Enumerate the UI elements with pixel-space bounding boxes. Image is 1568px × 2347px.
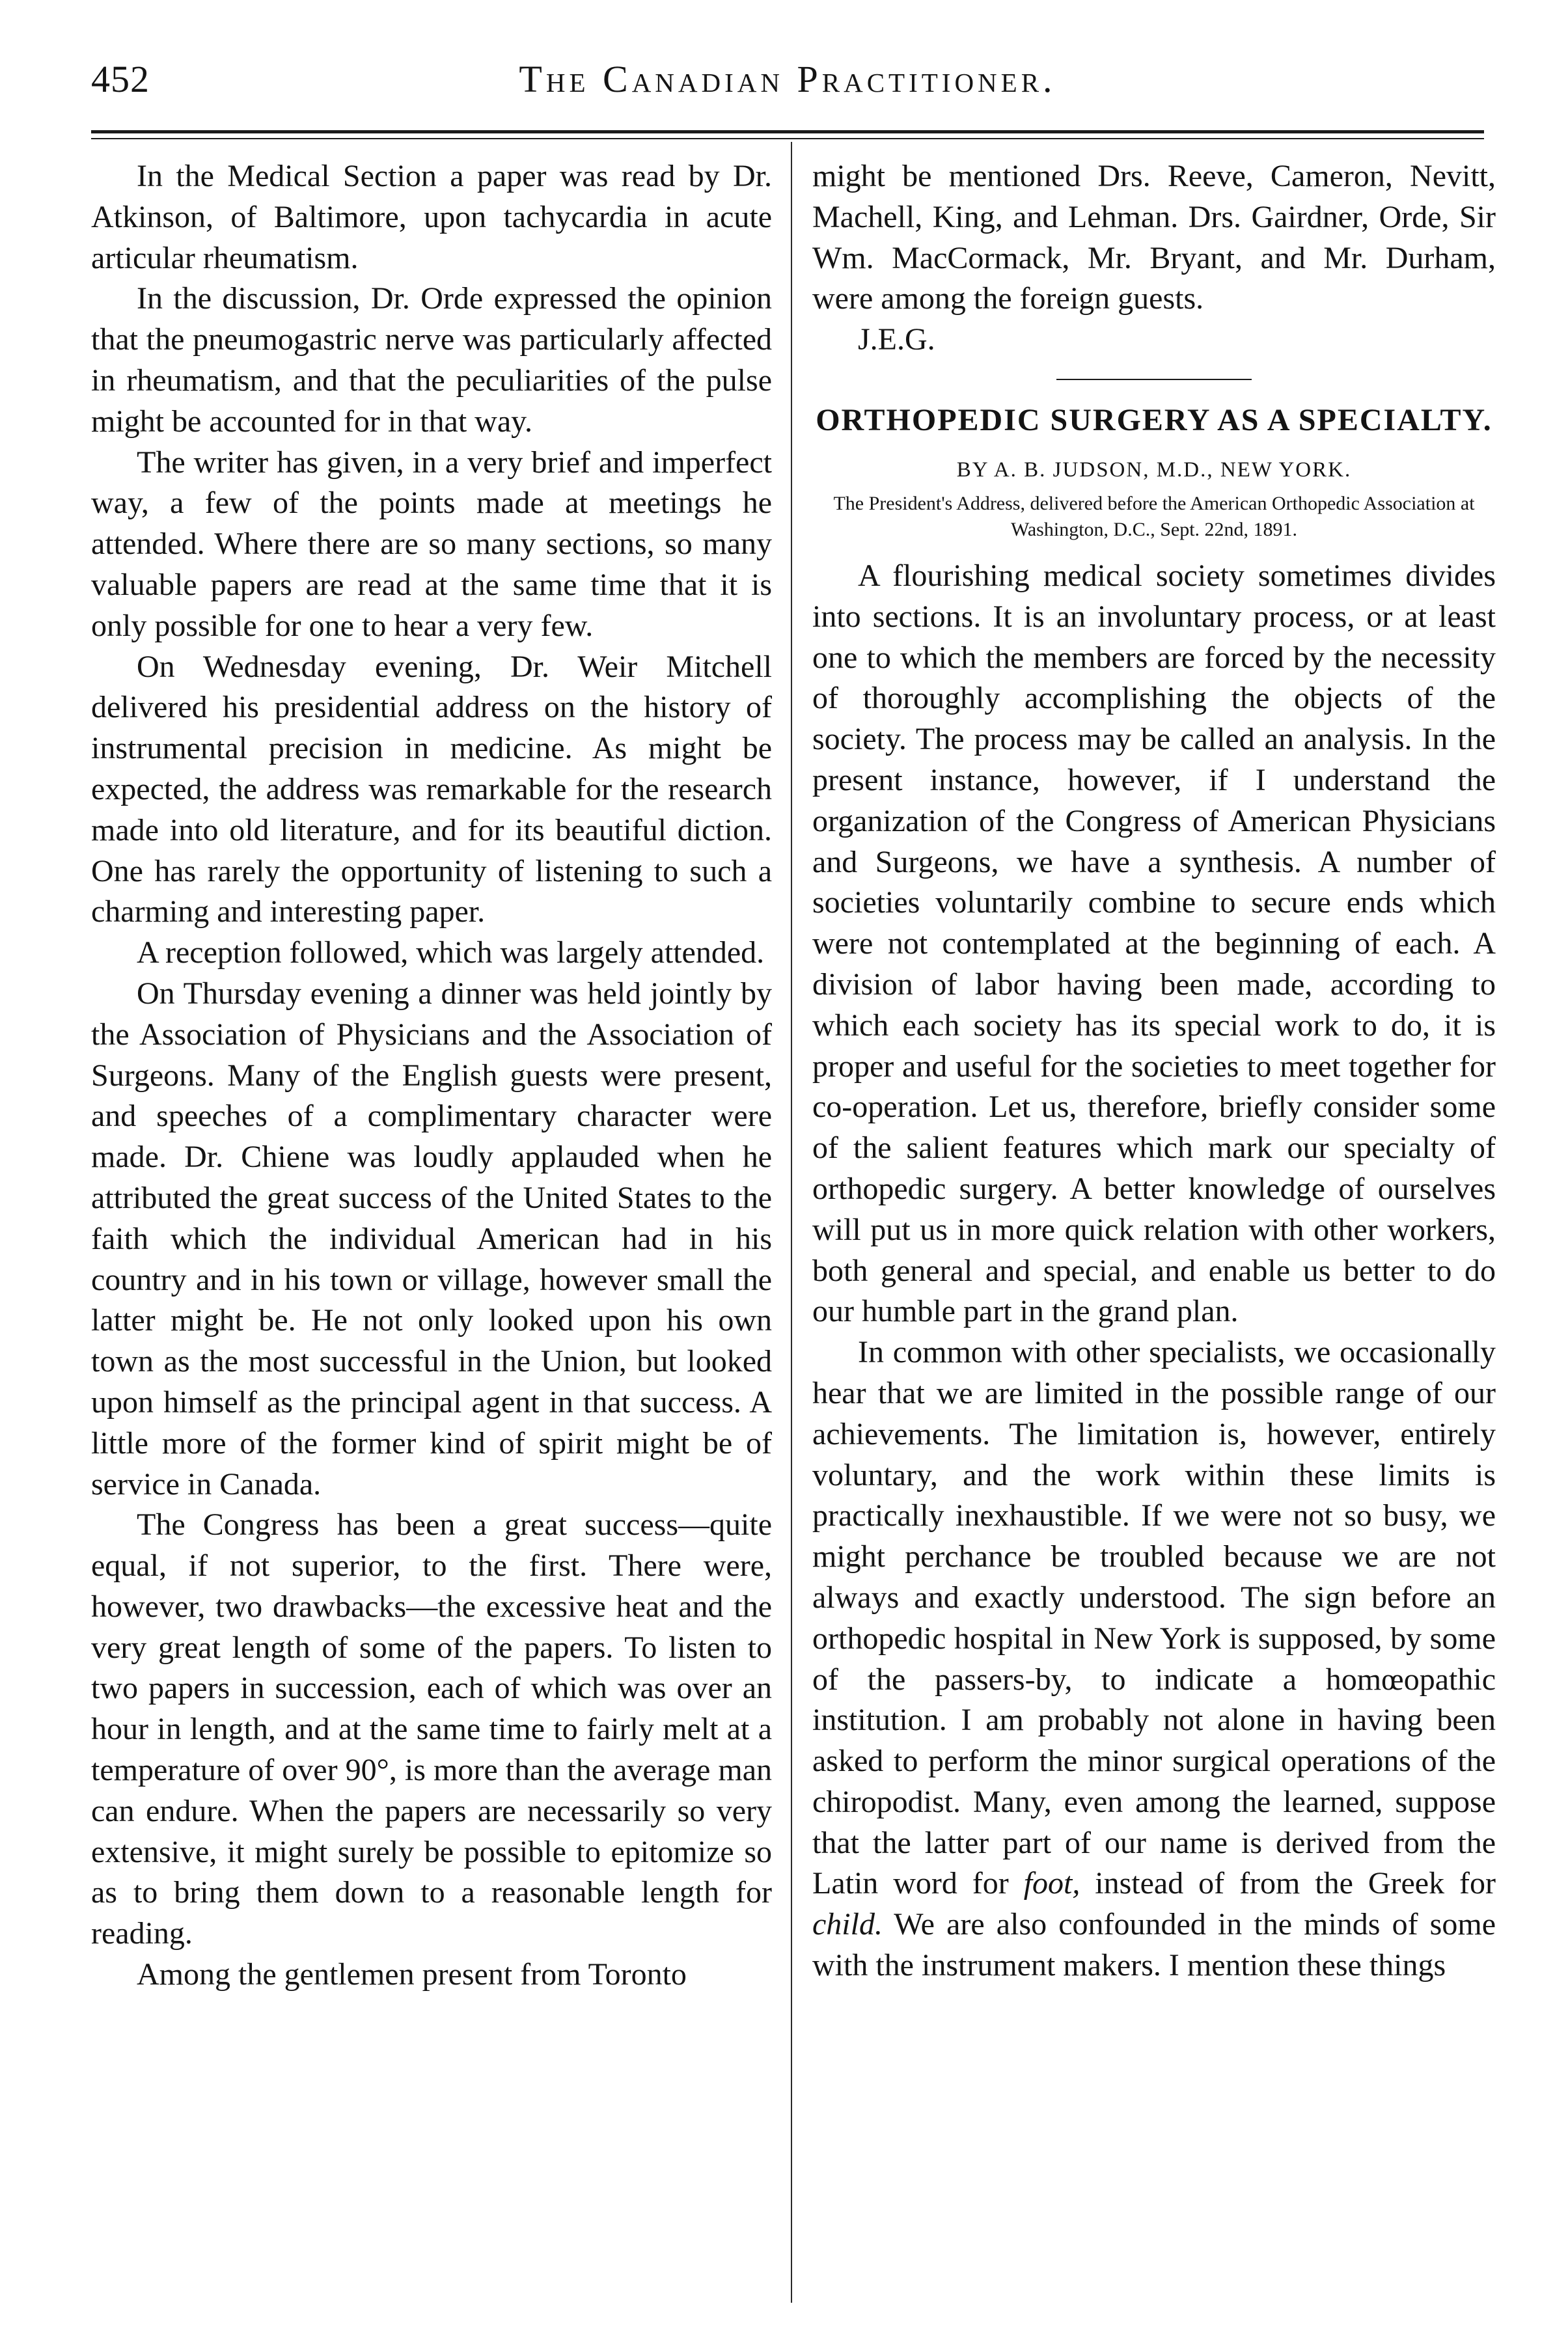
page-number: 452 [91,58,150,100]
left-paragraph: The Congress has been a great success—quite equal, if not superior, to the first. There were, however, two drawbacks—the excessive heat and the very great length of some of the papers. To listen to two papers in succession, each of which was over an hour in length, and at the same time to fairly melt at a temperature of over 90°, is more than the average man can endure. When the papers are necessarily so very extensive, it might surely be possible to epitomize so as to bring them down to a reasonable length for reading. [91,1507,772,1951]
article-paragraph [812,1332,1496,1986]
header-rule-thick [91,130,1484,133]
left-column [91,156,772,1996]
italic-word: child. [812,1907,883,1942]
text-run: We are also confounded in the minds of some with the instrument makers. I mention these things [812,1907,1496,1983]
header-rule-thin [91,138,1484,139]
text-run: instead of from the Greek for [1080,1866,1496,1901]
article-byline: BY A. B. JUDSON, M.D., NEW YORK. [956,458,1352,482]
left-paragraph: In the discussion, Dr. Orde expressed the opinion that the pneumogastric nerve was particularly affected in rheumatism, and that the peculiarities of the pulse might be accounted for in that way. [91,281,772,439]
left-paragraph: The writer has given, in a very brief and imperfect way, a few of the points made at meetings he attended. Where there are so many sections, so many valuable papers are read at the same time that it is only possible for one to hear a very few. [91,445,772,643]
left-paragraph: In the Medical Section a paper was read by Dr. Atkinson, of Baltimore, upon tachycardia in acute articular rheumatism. [91,159,772,275]
author-initials: J.E.G. [858,322,935,357]
column-divider [791,142,792,2303]
left-paragraph: On Wednesday evening, Dr. Weir Mitchell delivered his presidential address on the history of instrumental precision in medicine. As might be expected, the address was remarkable for the research made into old literature, and for its beautiful diction. One has rarely the opportunity of listening to such a charming and interesting paper. [91,649,772,929]
italic-word: foot, [1023,1866,1080,1901]
section-divider [1056,379,1252,380]
article-paragraph: A flourishing medical society sometimes divides into sections. It is an involuntary process, or at least one to which the members are forced by the necessity of thoroughly accomplishing the objects of the society. The process may be called an analysis. In the present instance, however, if I understand the organization of the Congress of American Physicians and Surgeons, we have a synthesis. A number of societies voluntarily combine to secure ends which were not contemplated at the beginning of each. A division of labor having been made, according to which each society has its special work to do, it is proper and useful for the societies to meet together for co-operation. Let us, therefore, briefly consider some of the salient features which mark our specialty of orthopedic surgery. A better knowledge of ourselves will put us in more quick relation with other workers, both general and special, and enable us better to do our humble part in the grand plan. [812,558,1496,1329]
page-header [91,53,1484,125]
running-title: The Canadian Practitioner. [519,58,1056,100]
left-paragraph: A reception followed, which was largely attended. [137,935,765,970]
text-run: In common with other specialists, we occasionally hear that we are limited in the possible range of our achievements. The limitation is, however, entirely voluntary, and the work within these limits is practically inexhaustible. If we were not so busy, we might perchance be troubled because we are not always and exactly understood. The sign before an orthopedic hospital in New York is supposed, by some of the passers-by, to indicate a homœopathic institution. I am probably not alone in having been asked to perform the minor surgical operations of the chiropodist. Many, even among the learned, suppose that the latter part of our name is derived from the Latin word for [812,1335,1496,1901]
left-paragraph: On Thursday evening a dinner was held jointly by the Association of Physicians and the Association of Surgeons. Many of the English guests were present, and speeches of a complimentary character were made. Dr. Chiene was loudly applauded when he attributed the great success of the United States to the faith which the individual American had in his country and in his town or village, however small the latter might be. He not only looked upon his own town as the most successful in the Union, but looked upon himself as the principal agent in that success. A little more of the former kind of spirit might be of service in Canada. [91,976,772,1502]
left-paragraph: Among the gentlemen present from Toronto [137,1957,687,1992]
continued-paragraph: might be mentioned Drs. Reeve, Cameron, Nevitt, Machell, King, and Lehman. Drs. Gairdner, Orde, Sir Wm. MacCormack, Mr. Bryant, and Mr. Durham, were among the foreign guests. [812,159,1496,316]
article-title: ORTHOPEDIC SURGERY AS A SPECIALTY. [816,402,1492,437]
right-column [812,156,1496,1986]
article-note: The President's Address, delivered before the American Orthopedic Association at Washington, D.C., Sept. 22nd, 1891. [833,492,1475,540]
